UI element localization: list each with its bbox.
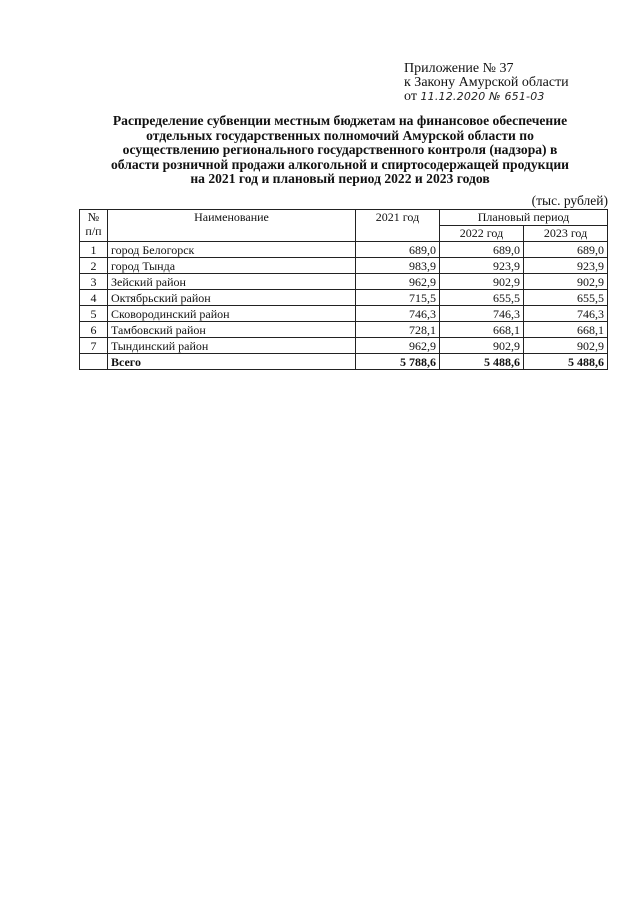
subvention-table bbox=[79, 209, 608, 370]
row-name: Октябрьский район bbox=[108, 290, 356, 306]
row-2022: 668,1 bbox=[440, 322, 524, 338]
document-title bbox=[80, 114, 600, 187]
title-line-2: отдельных государственных полномочий Амурской области по bbox=[146, 127, 534, 143]
table-header-row bbox=[80, 210, 608, 226]
row-num: 6 bbox=[80, 322, 108, 338]
appendix-date-prefix: от bbox=[404, 89, 417, 104]
header-2021: 2021 год bbox=[356, 210, 440, 242]
row-name: Зейский район bbox=[108, 274, 356, 290]
units-label: (тыс. рублей) bbox=[531, 193, 608, 208]
appendix-number: Приложение № 37 bbox=[404, 61, 514, 76]
table-row bbox=[80, 306, 608, 322]
row-2023: 902,9 bbox=[524, 338, 608, 354]
row-name: Тамбовский район bbox=[108, 322, 356, 338]
row-name: Сковородинский район bbox=[108, 306, 356, 322]
row-2022: 689,0 bbox=[440, 242, 524, 258]
row-name: Тындинский район bbox=[108, 338, 356, 354]
table-row bbox=[80, 290, 608, 306]
title-line-5: на 2021 год и плановый период 2022 и 2023 годов bbox=[190, 171, 490, 186]
row-2022: 923,9 bbox=[440, 258, 524, 274]
row-2022: 746,3 bbox=[440, 306, 524, 322]
total-2021: 5 788,6 bbox=[356, 354, 440, 370]
table-row bbox=[80, 242, 608, 258]
row-num: 1 bbox=[80, 242, 108, 258]
row-2022: 655,5 bbox=[440, 290, 524, 306]
header-2022: 2022 год bbox=[440, 226, 524, 242]
row-2022: 902,9 bbox=[440, 338, 524, 354]
appendix-law-reference: к Закону Амурской области bbox=[404, 75, 569, 90]
total-2022: 5 488,6 bbox=[440, 354, 524, 370]
total-label: Всего bbox=[108, 354, 356, 370]
title-line-4: области розничной продажи алкогольной и спиртосодержащей продукции bbox=[110, 156, 570, 172]
row-num: 5 bbox=[80, 306, 108, 322]
row-num: 3 bbox=[80, 274, 108, 290]
row-2021: 962,9 bbox=[356, 274, 440, 290]
row-2021: 728,1 bbox=[356, 322, 440, 338]
row-2021: 689,0 bbox=[356, 242, 440, 258]
table-row bbox=[80, 322, 608, 338]
row-2021: 715,5 bbox=[356, 290, 440, 306]
row-2023: 902,9 bbox=[524, 274, 608, 290]
row-2021: 962,9 bbox=[356, 338, 440, 354]
title-line-1: Распределение субвенции местным бюджетам на финансовое обеспечение bbox=[112, 113, 568, 128]
row-num: 2 bbox=[80, 258, 108, 274]
table-total-row bbox=[80, 354, 608, 370]
row-2023: 746,3 bbox=[524, 306, 608, 322]
total-num bbox=[80, 354, 108, 370]
row-2023: 689,0 bbox=[524, 242, 608, 258]
row-2022: 902,9 bbox=[440, 274, 524, 290]
appendix-date-line bbox=[404, 90, 569, 104]
handwritten-date-number: 11.12.2020 № 651-03 bbox=[420, 90, 545, 103]
row-2023: 923,9 bbox=[524, 258, 608, 274]
header-name: Наименование bbox=[108, 210, 356, 242]
title-line-3: осуществлению регионального государственного контроля (надзора) в bbox=[122, 142, 558, 157]
header-num: № п/п bbox=[80, 210, 108, 242]
header-2023: 2023 год bbox=[524, 226, 608, 242]
row-num: 7 bbox=[80, 338, 108, 354]
row-name: город Белогорск bbox=[108, 242, 356, 258]
row-2021: 983,9 bbox=[356, 258, 440, 274]
table-row bbox=[80, 274, 608, 290]
row-name: город Тында bbox=[108, 258, 356, 274]
row-2021: 746,3 bbox=[356, 306, 440, 322]
table-row bbox=[80, 338, 608, 354]
total-2023: 5 488,6 bbox=[524, 354, 608, 370]
header-planned-period: Плановый период bbox=[440, 210, 608, 226]
row-2023: 655,5 bbox=[524, 290, 608, 306]
appendix-reference bbox=[404, 62, 569, 104]
row-2023: 668,1 bbox=[524, 322, 608, 338]
row-num: 4 bbox=[80, 290, 108, 306]
table-row bbox=[80, 258, 608, 274]
